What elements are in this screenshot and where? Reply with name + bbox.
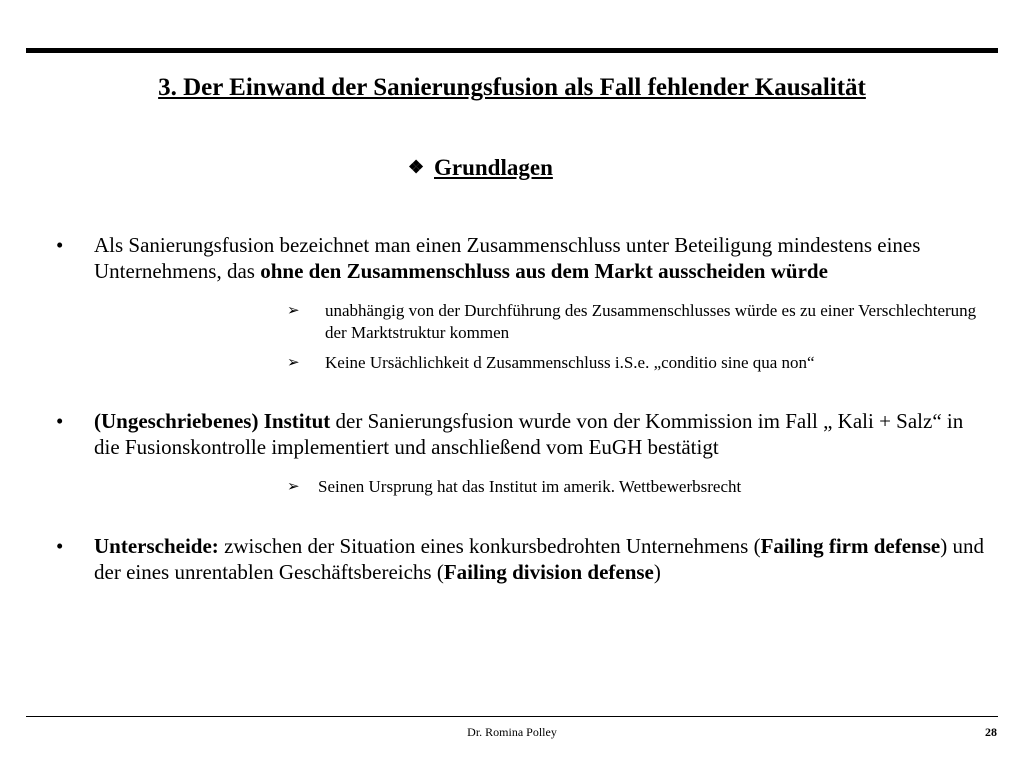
footer-author: Dr. Romina Polley bbox=[467, 725, 557, 739]
bullet-item bbox=[56, 408, 986, 460]
subheading-text: Grundlagen bbox=[434, 155, 553, 180]
sub-item bbox=[287, 352, 987, 374]
bullet-marker: • bbox=[56, 409, 64, 433]
subheading bbox=[408, 152, 553, 183]
bullet-text bbox=[94, 408, 986, 460]
bullet-text bbox=[94, 232, 986, 284]
bullet-text-emphasis: ohne den Zusammenschluss aus dem Markt ausscheiden würde bbox=[260, 259, 828, 283]
bullet-text-emphasis: Unterscheide: bbox=[94, 534, 219, 558]
sub-item bbox=[287, 476, 987, 498]
bullet-text-part: zwischen der Situation eines konkursbedrohten Unternehmens ( bbox=[218, 534, 761, 558]
top-rule bbox=[26, 48, 998, 53]
bullet-text-emphasis: Failing firm defense bbox=[760, 534, 941, 558]
bullet-text-part: Als Sanierungsfusion bezeichnet man einen Zusammenschluss unter Beteiligung mindestens eines Unternehmens, das bbox=[94, 233, 921, 283]
bullet-marker: • bbox=[56, 534, 64, 558]
sub-item-text: unabhängig von der Durchführung des Zusammenschlusses würde es zu einer Verschlechterung der Marktstruktur kommen bbox=[325, 301, 977, 342]
arrow-bullet-icon: ➢ bbox=[287, 355, 300, 371]
arrow-bullet-icon: ➢ bbox=[287, 303, 300, 319]
sub-item-text: Seinen Ursprung hat das Institut im amerik. Wettbewerbsrecht bbox=[318, 477, 742, 496]
bullet-text-part: ) bbox=[653, 560, 661, 584]
slide-title: 3. Der Einwand der Sanierungsfusion als Fall fehlender Kausalität bbox=[158, 74, 866, 101]
bullet-text-part: der Sanierungsfusion wurde von der Kommission im Fall „ Kali + Salz“ in die Fusionskontrolle implementiert und anschließend vom EuGH bestätigt bbox=[94, 409, 964, 459]
page-number: 28 bbox=[985, 725, 997, 739]
bullet-text-emphasis: Failing division defense bbox=[443, 560, 654, 584]
bullet-text-part: ) und der eines unrentablen Geschäftsbereichs ( bbox=[94, 534, 984, 584]
diamond-bullet-icon: ❖ bbox=[408, 157, 425, 177]
bullet-marker: • bbox=[56, 233, 64, 257]
sub-item-text: Keine Ursächlichkeit d Zusammenschluss i.S.e. „conditio sine qua non“ bbox=[325, 353, 815, 372]
footer-rule bbox=[26, 716, 998, 717]
arrow-bullet-icon: ➢ bbox=[287, 479, 300, 495]
bullet-text bbox=[94, 533, 986, 585]
bullet-item bbox=[56, 232, 986, 284]
bullet-item bbox=[56, 533, 986, 585]
sub-item bbox=[287, 300, 987, 344]
bullet-text-emphasis: (Ungeschriebenes) Institut bbox=[94, 409, 331, 433]
